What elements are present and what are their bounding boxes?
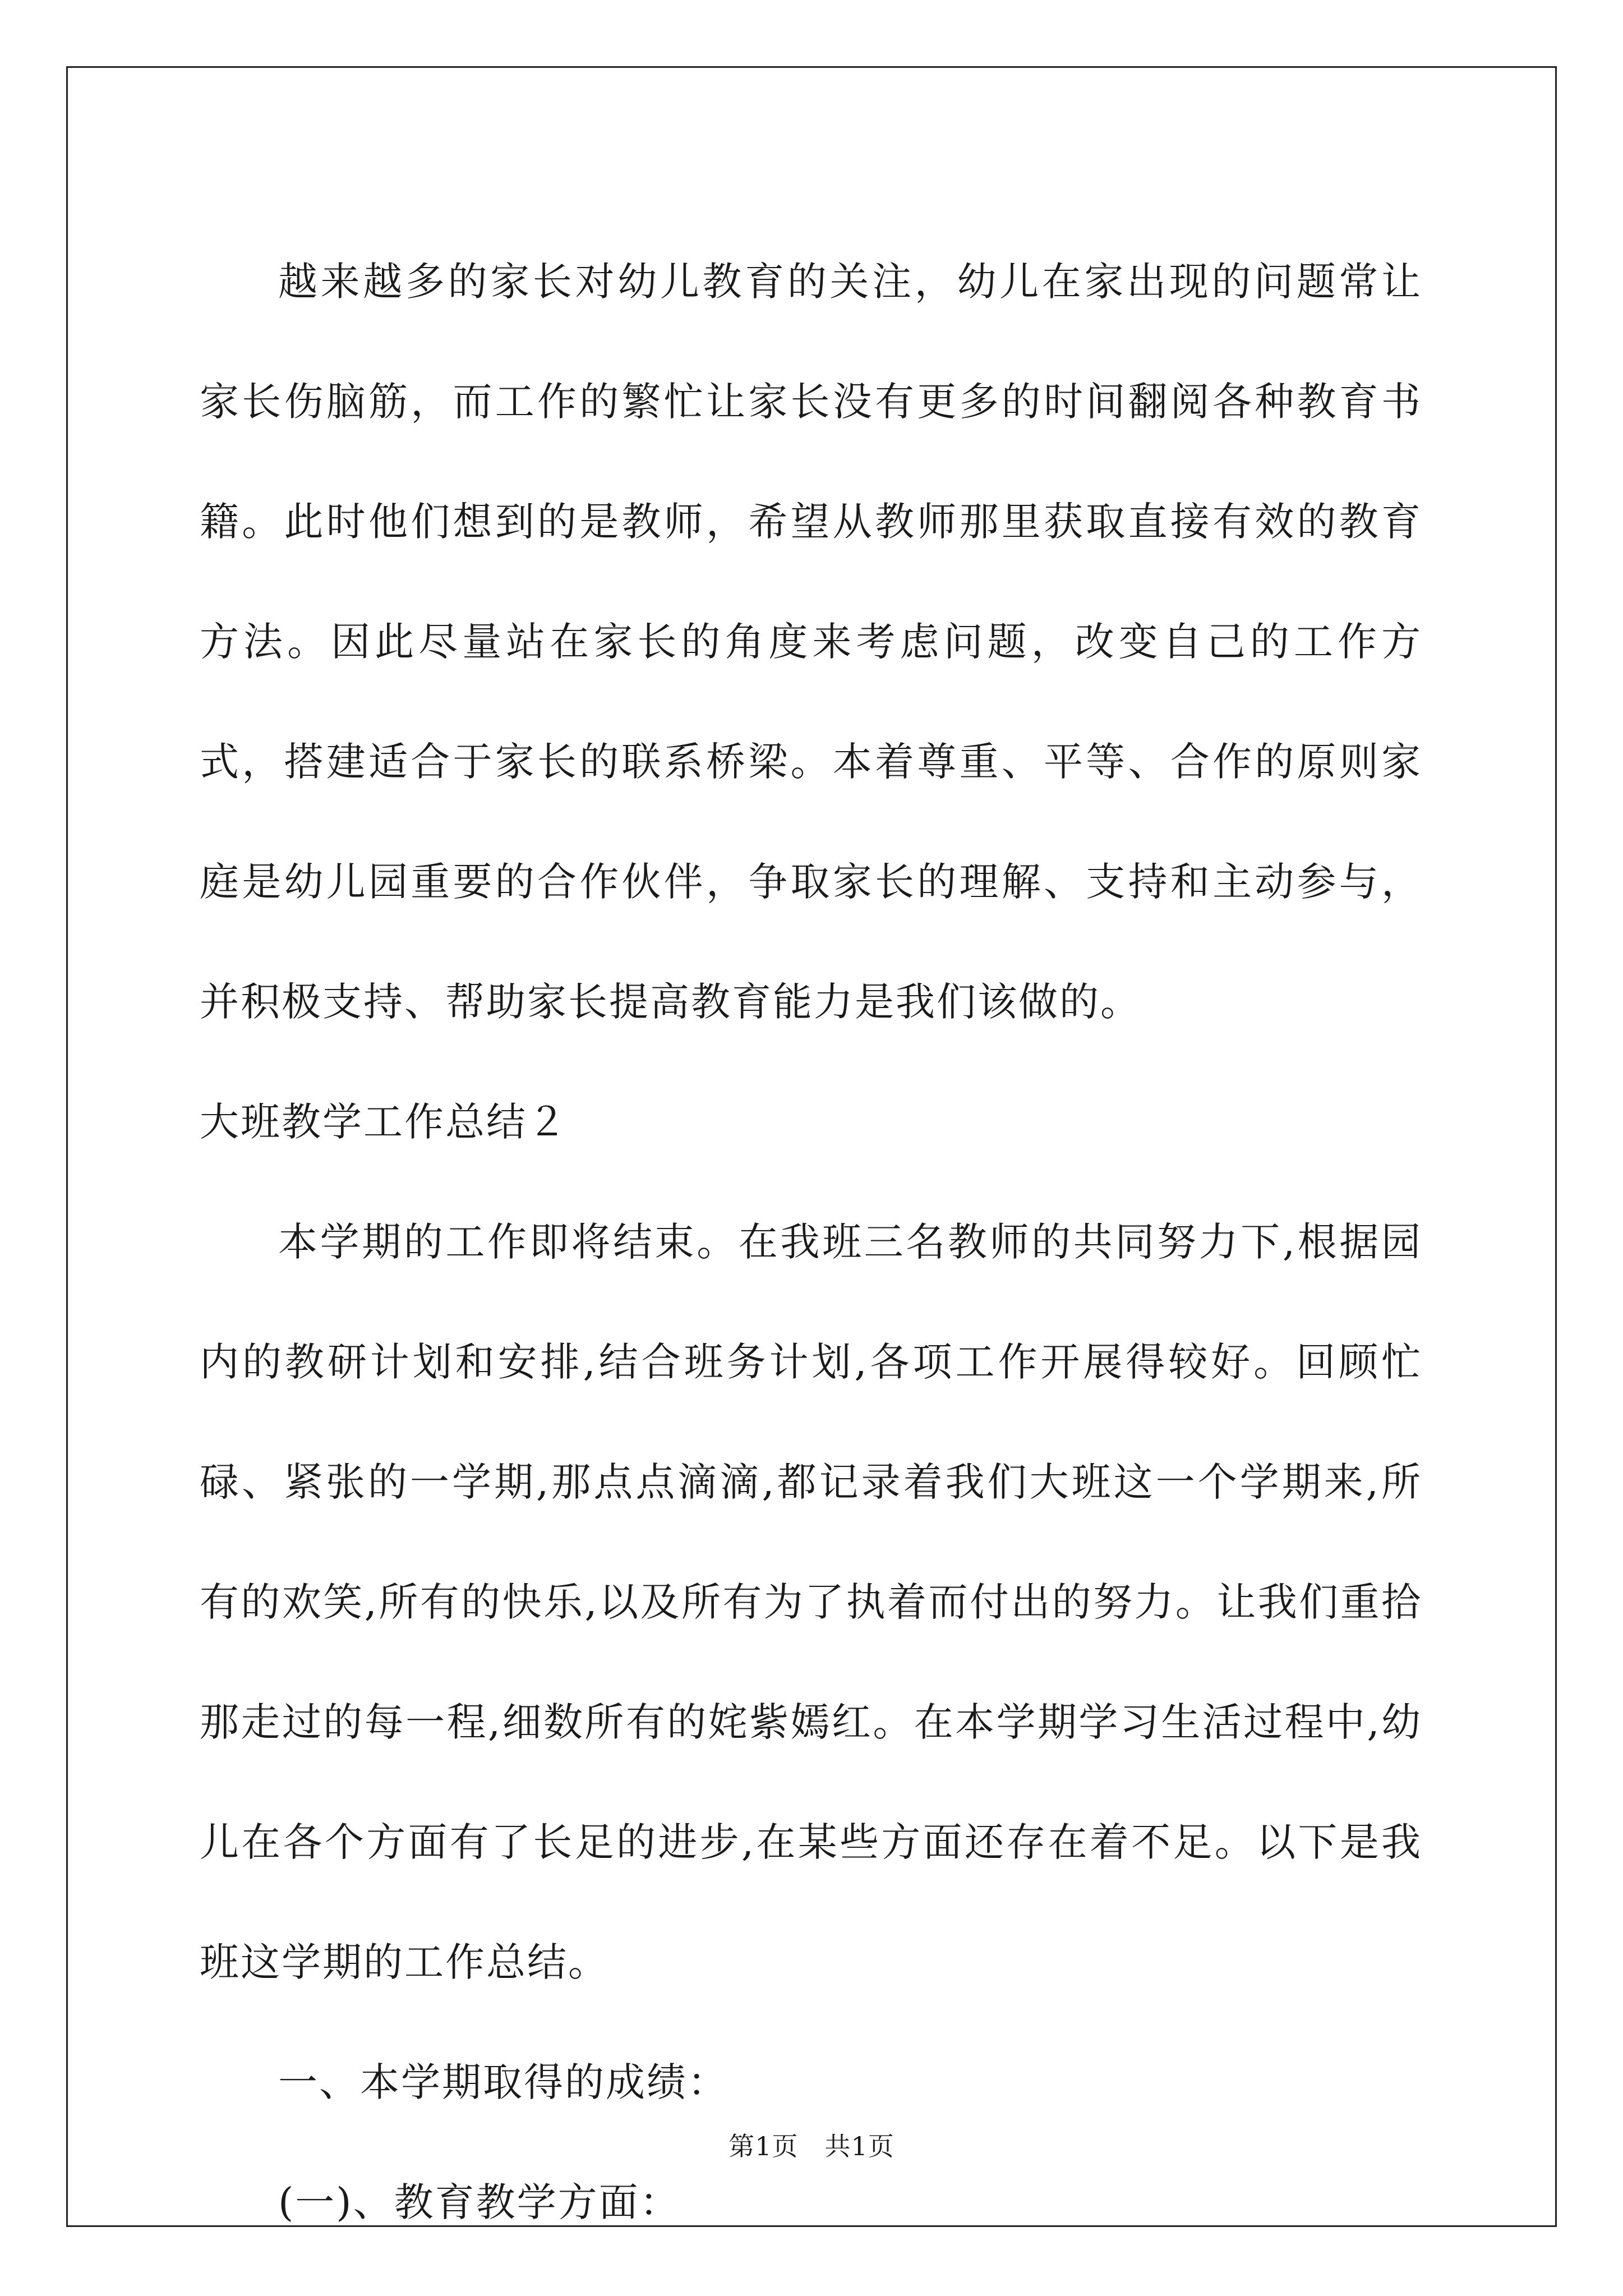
section-heading: 大班教学工作总结２ <box>200 1099 568 1145</box>
paragraph-intro: 越来越多的家长对幼儿教育的关注，幼儿在家出现的问题常让家长伤脑筋，而工作的繁忙让家长没有更多的时间翻阅各种教育书籍。此时他们想到的是教师，希望从教师那里获取直接有效的教育方法。因此尽量站在家长的角度来考虑问题，改变自己的工作方式，搭建适合于家长的联系桥梁。本着尊重、平等、合作的原则家庭是幼儿园重要的合作伙伴，争取家长的理解、支持和主动参与，并积极支持、帮助家长提高教育能力是我们该做的。 <box>200 259 1422 1025</box>
section-title-achievements: 一、本学期取得的成绩： <box>278 2059 728 2105</box>
subsection-title-teaching: (一)、教育教学方面： <box>278 2179 681 2225</box>
document-body <box>200 222 1422 2262</box>
page-footer: 第1页 共1页 <box>728 2131 895 2161</box>
paragraph-summary: 本学期的工作即将结束。在我班三名教师的共同努力下,根据园内的教研计划和安排,结合班务计划,各项工作开展得较好。回顾忙碌、紧张的一学期,那点点滴滴,都记录着我们大班这一个学期来,所有的欢笑,所有的快乐,以及所有为了执着而付出的努力。让我们重拾那走过的每一程,细数所有的姹紫嫣红。在本学期学习生活过程中,幼儿在各个方面有了长足的进步,在某些方面还存在着不足。以下是我班这学期的工作总结。 <box>200 1219 1422 1985</box>
